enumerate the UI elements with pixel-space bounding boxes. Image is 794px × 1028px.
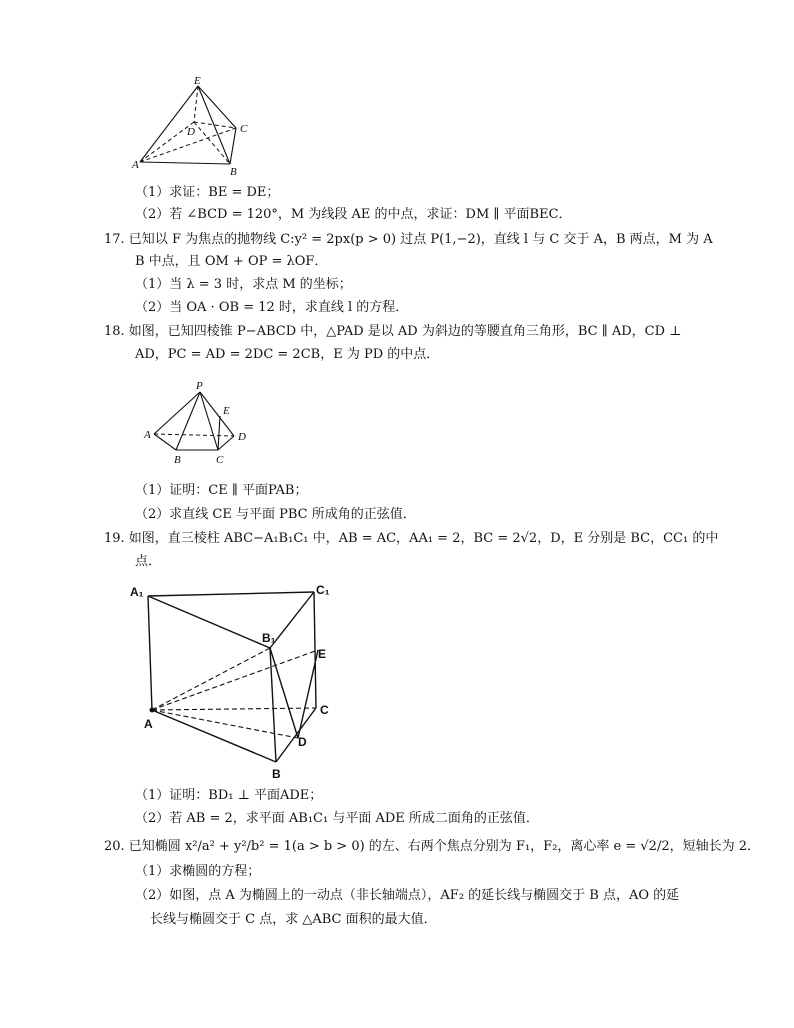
p17-question-1: （1）当 λ = 3 时，求点 M 的坐标；	[135, 277, 352, 292]
fig18-label-p: P	[196, 380, 203, 392]
fig19-label-c1: C₁	[316, 583, 330, 597]
fig19-label-b1: B₁	[262, 631, 276, 645]
p18-stem-line-1: 18. 如图，已知四棱锥 P−ABCD 中，△PAD 是以 AD 为斜边的等腰直角三角形，BC ∥ AD，CD ⊥	[104, 324, 682, 339]
fig18-label-c: C	[216, 454, 224, 466]
fig16-label-a: A	[132, 159, 139, 171]
p16-question-2: （2）若 ∠BCD = 120°，M 为线段 AE 的中点，求证：DM ∥ 平面BEC．	[135, 207, 572, 222]
figure-16-pyramid	[130, 72, 260, 176]
fig19-label-a: A	[144, 717, 153, 731]
p19-stem-line-2: 点．	[135, 554, 162, 569]
fig19-label-c: C	[320, 703, 329, 717]
fig18-label-a: A	[144, 429, 151, 441]
p18-stem-line-2: AD，PC = AD = 2DC = 2CB，E 为 PD 的中点．	[135, 347, 440, 362]
figure-19-prism	[124, 578, 342, 782]
p19-question-2: （2）若 AB = 2，求平面 AB₁C₁ 与平面 ADE 所成二面角的正弦值．	[135, 811, 539, 826]
fig19-label-a1: A₁	[130, 585, 144, 599]
fig19-label-d: D	[298, 735, 307, 749]
p19-stem-line-1: 19. 如图，直三棱柱 ABC−A₁B₁C₁ 中，AB = AC，AA₁ = 2，BC = 2√2，D，E 分别是 BC，CC₁ 的中	[104, 531, 719, 546]
p17-stem-line-2: B 中点，且 OM + OP = λOF．	[135, 254, 328, 269]
fig19-label-e: E	[318, 647, 327, 661]
p17-question-2: （2）当 OA · OB = 12 时，求直线 l 的方程．	[135, 300, 409, 315]
p17-stem-line-1: 17. 已知以 F 为焦点的抛物线 C:y² = 2px(p > 0) 过点 P(1,−2)，直线 l 与 C 交于 A，B 两点，M 为 A	[104, 232, 713, 247]
fig18-label-e: E	[223, 405, 230, 417]
figure-18-pyramid	[140, 376, 260, 468]
fig16-label-b: B	[230, 166, 237, 176]
p19-question-1: （1）证明：BD₁ ⊥ 平面ADE；	[135, 788, 323, 803]
fig18-label-b: B	[174, 454, 181, 466]
fig16-label-d: D	[187, 126, 195, 138]
fig19-label-b: B	[272, 767, 281, 781]
p20-question-1: （1）求椭圆的方程；	[135, 864, 261, 879]
p20-stem-line-1: 20. 已知椭圆 x²/a² + y²/b² = 1(a > b > 0) 的左、右两个焦点分别为 F₁，F₂，离心率 e = √2/2，短轴长为 2．	[104, 839, 760, 854]
p20-question-2-line-2: 长线与椭圆交于 C 点，求 △ABC 面积的最大值．	[150, 912, 437, 927]
p18-question-2: （2）求直线 CE 与平面 PBC 所成角的正弦值．	[135, 507, 416, 522]
p16-question-1: （1）求证：BE = DE；	[135, 185, 280, 200]
fig16-label-e: E	[194, 75, 201, 87]
fig16-label-c: C	[240, 123, 248, 135]
p20-question-2-line-1: （2）如图，点 A 为椭圆上的一动点（非长轴端点），AF₂ 的延长线与椭圆交于 B 点，AO 的延	[135, 888, 680, 903]
fig18-label-d: D	[238, 431, 246, 443]
p18-question-1: （1）证明：CE ∥ 平面PAB；	[135, 483, 308, 498]
